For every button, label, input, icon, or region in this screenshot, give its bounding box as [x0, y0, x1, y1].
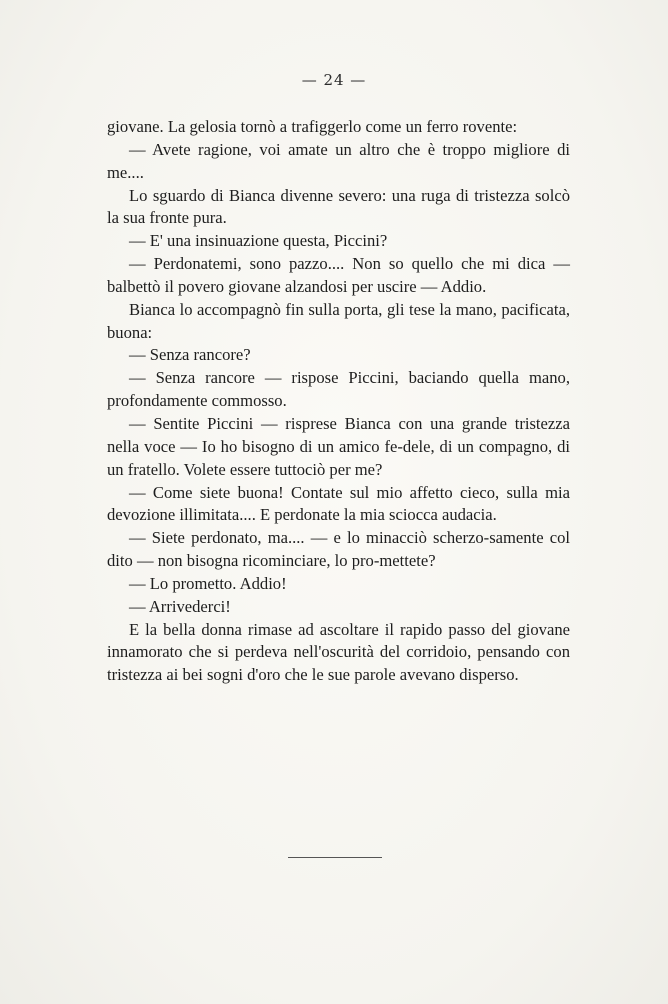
page-number: — 24 — — [301, 71, 367, 89]
paragraph: — Avete ragione, voi amate un altro che è troppo migliore di me.... — [107, 139, 570, 182]
paragraph: E la bella donna rimase ad ascoltare il rapido passo del giovane innamorato che si perdeva nell'oscurità del corridoio, pensando con tristezza ai bei sogni d'oro che le sue parole avevano disperso. — [107, 619, 570, 685]
paragraph: — Senza rancore? — [129, 345, 251, 365]
paragraph: Bianca lo accompagnò fin sulla porta, gli tese la mano, pacificata, buona: — [107, 299, 570, 342]
paragraph: — Lo prometto. Addio! — [129, 573, 287, 593]
body-text — [107, 116, 570, 687]
paragraph: — Arrivederci! — [129, 596, 231, 616]
paragraph: — Senza rancore — rispose Piccini, baciando quella mano, profondamente commosso. — [107, 368, 570, 411]
paragraph: — Siete perdonato, ma.... — e lo minacciò scherzo-samente col dito — non bisogna ricominciare, lo pro-mettete? — [107, 528, 570, 571]
paragraph: giovane. La gelosia tornò a trafiggerlo come un ferro rovente: — [107, 117, 518, 136]
paragraph: — Come siete buona! Contate sul mio affetto cieco, sulla mia devozione illimitata.... E perdonate la mia sciocca audacia. — [107, 482, 570, 525]
end-rule — [288, 857, 382, 858]
paragraph: — E' una insinuazione questa, Piccini? — [129, 231, 388, 251]
paragraph: — Sentite Piccini — risprese Bianca con una grande tristezza nella voce — Io ho bisogno di un amico fe-dele, di un compagno, di un fratello. Volete essere tuttociò per me? — [107, 413, 570, 479]
paragraph: — Perdonatemi, sono pazzo.... Non so quello che mi dica — balbettò il povero giovane alzandosi per uscire — Addio. — [107, 254, 570, 296]
paragraph: Lo sguardo di Bianca divenne severo: una ruga di tristezza solcò la sua fronte pura. — [107, 185, 570, 228]
